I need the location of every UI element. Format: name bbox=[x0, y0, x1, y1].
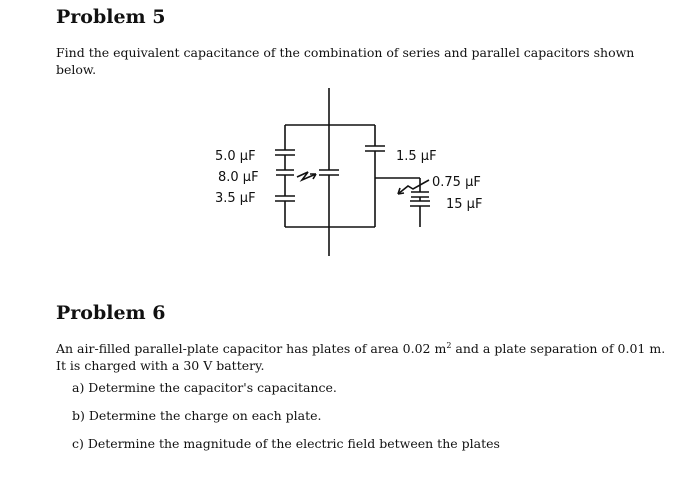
label-1-5uF: 1.5 μF bbox=[396, 149, 437, 164]
problem-6-title: Problem 6 bbox=[56, 302, 166, 324]
problem-5-text: Find the equivalent capacitance of the combination of series and parallel capacitors shown below. bbox=[56, 45, 635, 77]
problem-6-item-c: c) Determine the magnitude of the electric field between the plates bbox=[72, 436, 500, 451]
label-3-5uF: 3.5 μF bbox=[215, 191, 256, 206]
label-8uF: 8.0 μF bbox=[218, 170, 259, 185]
label-5uF: 5.0 μF bbox=[215, 149, 256, 164]
problem-6-item-b: b) Determine the charge on each plate. bbox=[72, 408, 322, 423]
label-0-75uF: 0.75 μF bbox=[432, 175, 481, 190]
problem-6-text: An air-filled parallel-plate capacitor has plates of area 0.02 $m^2$ and a plate separation of 0.01 m. It is charged with a 30 V battery. bbox=[56, 341, 666, 374]
problem-5-title: Problem 5 bbox=[56, 6, 166, 28]
problem-6-item-a: a) Determine the capacitor's capacitance. bbox=[72, 380, 337, 395]
label-15uF: 15 μF bbox=[446, 197, 483, 212]
